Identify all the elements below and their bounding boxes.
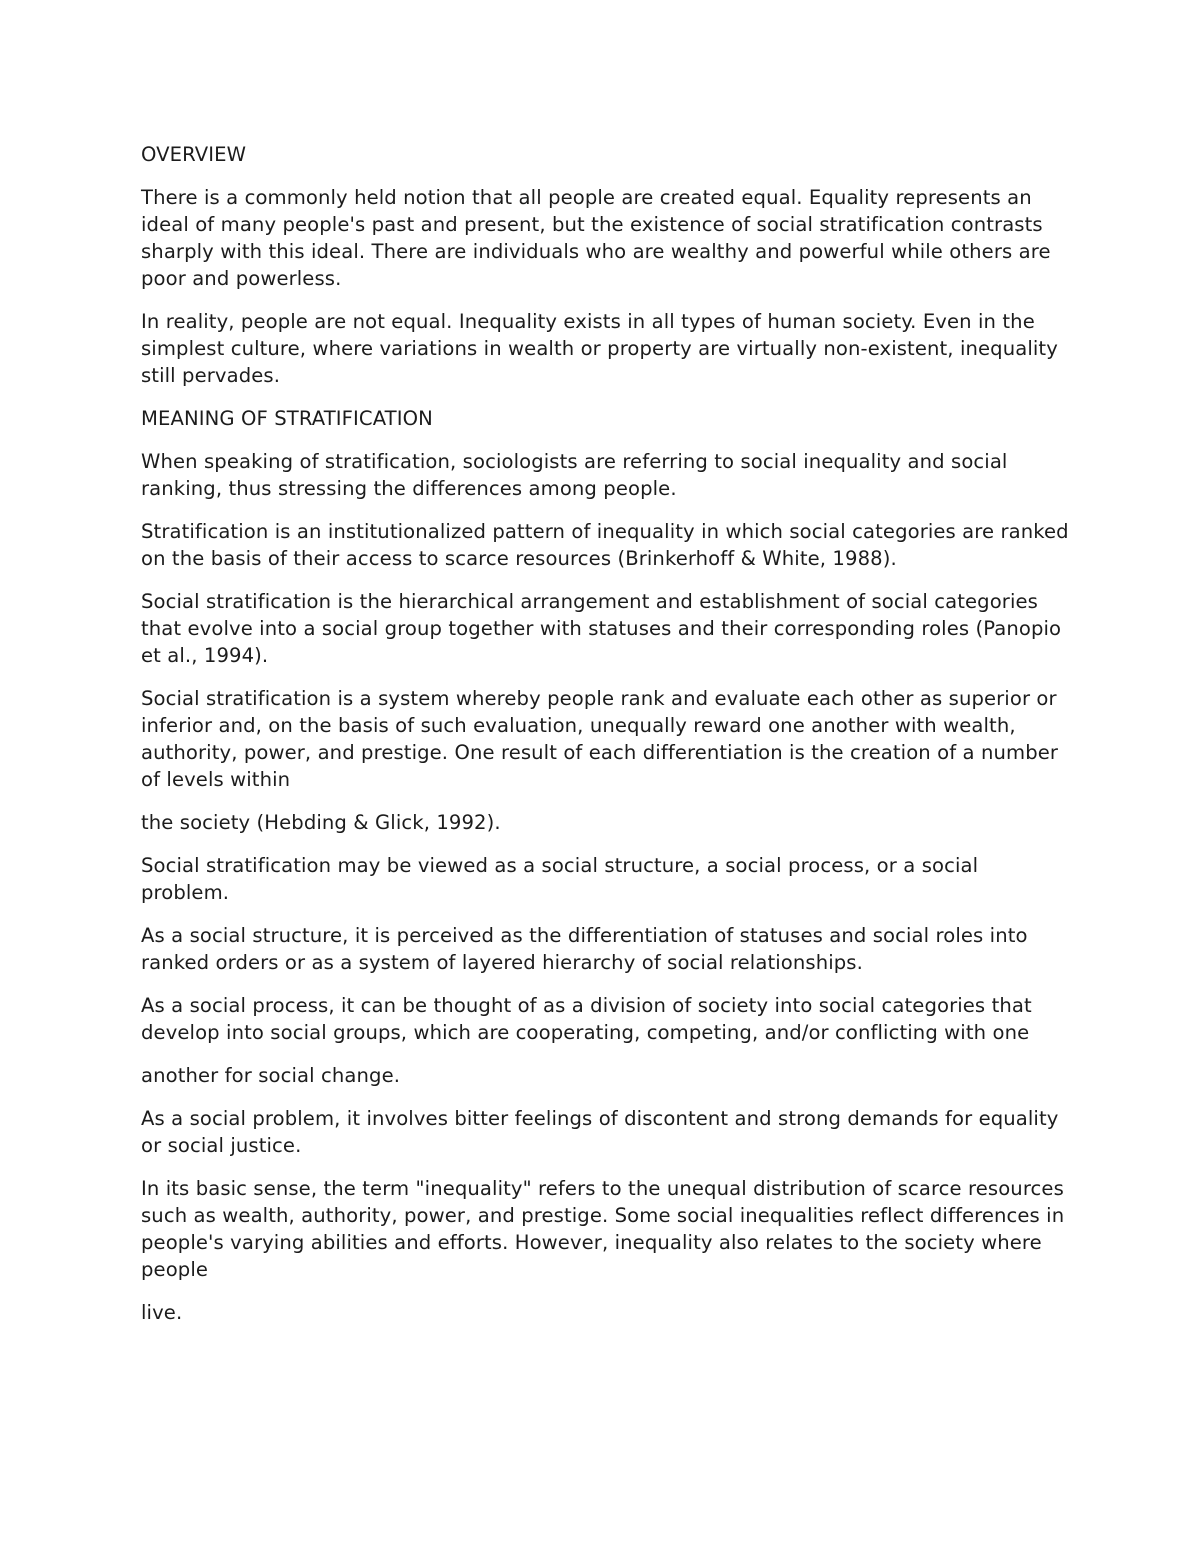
paragraph: There is a commonly held notion that all people are created equal. Equality represents an ideal of many people's past and present, but the existence of social stratification contrasts sharply with this ideal. There are individuals who are wealthy and powerful while others are poor and powerless. <box>141 186 1051 290</box>
document-body <box>141 141 1071 1342</box>
paragraph: When speaking of stratification, sociologists are referring to social inequality and social ranking, thus stressing the differences among people. <box>141 450 1008 500</box>
paragraph: In reality, people are not equal. Inequality exists in all types of human society. Even in the simplest culture, where variations in wealth or property are virtually non-existent, inequality still pervades. <box>141 310 1058 387</box>
paragraph: another for social change. <box>141 1064 401 1087</box>
paragraph: Stratification is an institutionalized pattern of inequality in which social categories are ranked on the basis of their access to scarce resources (Brinkerhoff & White, 1988). <box>141 520 1069 570</box>
paragraph: the society (Hebding & Glick, 1992). <box>141 811 501 834</box>
paragraph: As a social problem, it involves bitter feelings of discontent and strong demands for equality or social justice. <box>141 1107 1059 1157</box>
paragraph: live. <box>141 1301 183 1324</box>
paragraph: In its basic sense, the term "inequality" refers to the unequal distribution of scarce resources such as wealth, authority, power, and prestige. Some social inequalities reflect differences in people's varying abilities and efforts. However, inequality also relates to the society where people <box>141 1177 1065 1281</box>
paragraph: As a social process, it can be thought of as a division of society into social categories that develop into social groups, which are cooperating, competing, and/or conflicting with one <box>141 994 1032 1044</box>
section-heading-meaning: MEANING OF STRATIFICATION <box>141 407 433 430</box>
paragraph: Social stratification is the hierarchical arrangement and establishment of social categories that evolve into a social group together with statuses and their corresponding roles (Panopio et al., 1994). <box>141 590 1062 667</box>
paragraph: Social stratification may be viewed as a social structure, a social process, or a social problem. <box>141 854 979 904</box>
paragraph: Social stratification is a system whereby people rank and evaluate each other as superior or inferior and, on the basis of such evaluation, unequally reward one another with wealth, authority, power, and prestige. One result of each differentiation is the creation of a number of levels within <box>141 687 1059 791</box>
paragraph: As a social structure, it is perceived as the differentiation of statuses and social roles into ranked orders or as a system of layered hierarchy of social relationships. <box>141 924 1028 974</box>
section-heading-overview: OVERVIEW <box>141 143 247 166</box>
